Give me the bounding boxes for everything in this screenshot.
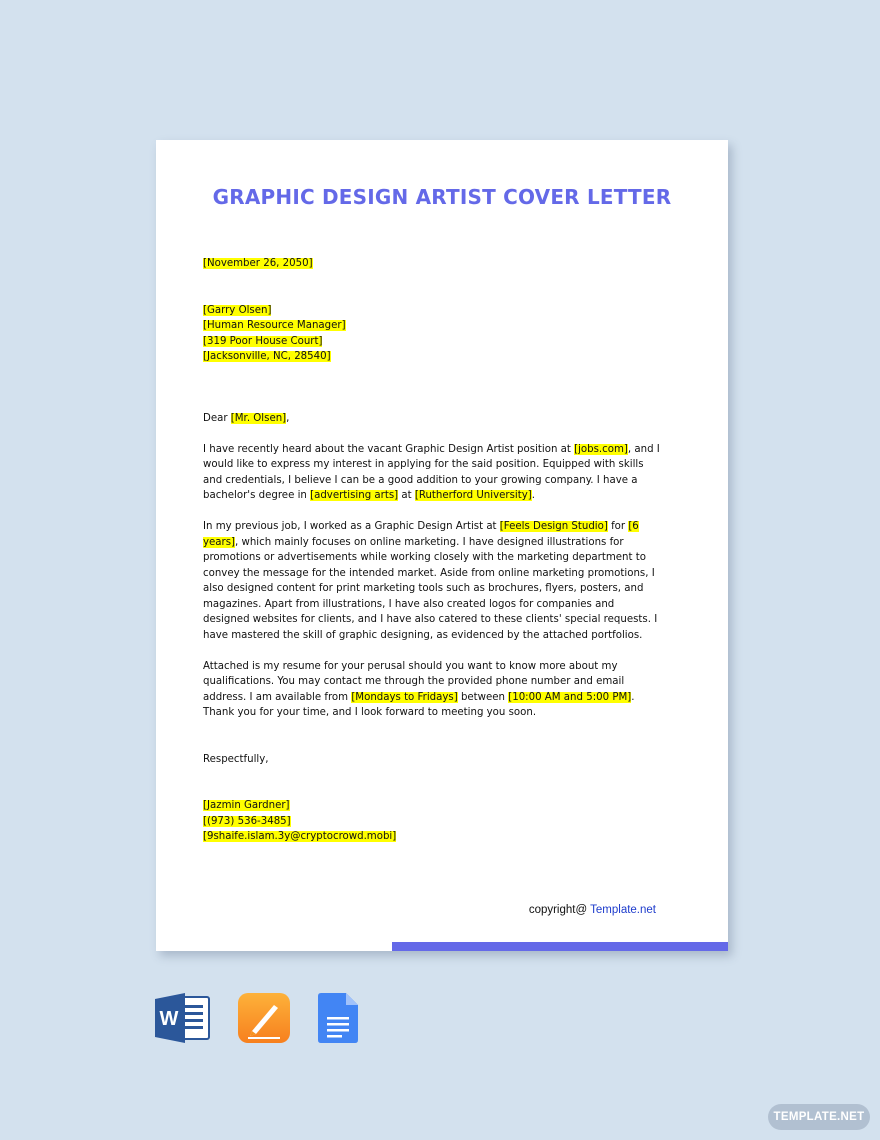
salutation-suffix: , — [286, 412, 290, 424]
recipient-city: [Jacksonville, NC, 28540] — [203, 351, 331, 362]
text-run: . — [531, 490, 535, 501]
text-run: Attached is my resume for your perusal should you want to know more about my qualifications. You may contact me through the provided phone number and email address. I am available from — [203, 660, 625, 703]
text-run: In my previous job, I worked as a Graphic Design Artist at — [203, 521, 500, 532]
available-hours: [10:00 AM and 5:00 PM] — [508, 691, 632, 703]
microsoft-word-icon[interactable] — [155, 993, 211, 1048]
years-experience: [6 years] — [203, 521, 639, 548]
salutation — [203, 411, 663, 427]
text-run: . Thank you for your time, and I look forward to meeting you soon. — [203, 691, 635, 718]
template-net-watermark: TEMPLATE.NET — [768, 1104, 870, 1130]
salutation-prefix: Dear — [203, 412, 231, 424]
university: [Rutherford University] — [414, 490, 532, 501]
recipient-name: [Garry Olsen] — [203, 304, 272, 316]
letter-date: [November 26, 2050] — [203, 258, 313, 269]
degree-field: [advertising arts] — [310, 490, 399, 501]
text-run: at — [398, 490, 415, 501]
word-letter: W — [159, 1008, 179, 1030]
letter-body — [203, 256, 663, 845]
available-days: [Mondays to Fridays] — [351, 691, 458, 703]
recipient-street: [319 Poor House Court] — [203, 335, 323, 347]
sender-name: [Jazmin Gardner] — [203, 800, 290, 811]
closing: Respectfully, — [203, 753, 269, 765]
job-board: [jobs.com] — [574, 443, 628, 455]
text-run: for — [607, 521, 629, 532]
google-docs-icon[interactable] — [318, 993, 358, 1048]
apple-pages-icon[interactable] — [238, 993, 290, 1048]
paragraph-intro — [203, 442, 663, 504]
previous-employer: [Feels Design Studio] — [499, 521, 608, 532]
accent-bar — [392, 942, 728, 951]
copyright-notice — [529, 904, 656, 916]
salutation-name: [Mr. Olsen] — [230, 412, 287, 424]
text-run: I have recently heard about the vacant Graphic Design Artist position at — [203, 443, 575, 455]
text-run: , which mainly focuses on online marketing. I have designed illustrations for promotions or advertisements while working closely with the marketing department to convey the message for the intended market. Aside from online marketing promotions, I also designed content for print marketing tools such as brochures, flyers, posters, and magazines. Apart from illustrations, I have also created logos for companies and designed websites for clients, and I have also catered to these clients' special requests. I have mastered the skill of graphic designing, as evidenced by the attached portfolios. — [203, 536, 658, 641]
recipient-position: [Human Resource Manager] — [203, 320, 346, 331]
sender-phone: [(973) 536-3485] — [203, 815, 291, 827]
letter-page — [156, 140, 728, 951]
sender-email: [9shaife.islam.3y@cryptocrowd.mobi] — [203, 831, 397, 842]
text-run: between — [457, 691, 509, 703]
paragraph-experience — [203, 519, 663, 643]
template-net-link[interactable]: Template.net — [590, 904, 656, 916]
copyright-label: copyright@ — [528, 904, 591, 916]
paragraph-availability — [203, 659, 663, 721]
text-run: , and I would like to express my interest in applying for the said position. Equipped with skills and credentials, I believe I can be a good addition to your growing company. I have a bachelor's degree in — [203, 443, 660, 501]
recipient-block — [203, 303, 663, 365]
sender-block — [203, 798, 663, 845]
document-title: GRAPHIC DESIGN ARTIST COVER LETTER — [212, 185, 672, 209]
